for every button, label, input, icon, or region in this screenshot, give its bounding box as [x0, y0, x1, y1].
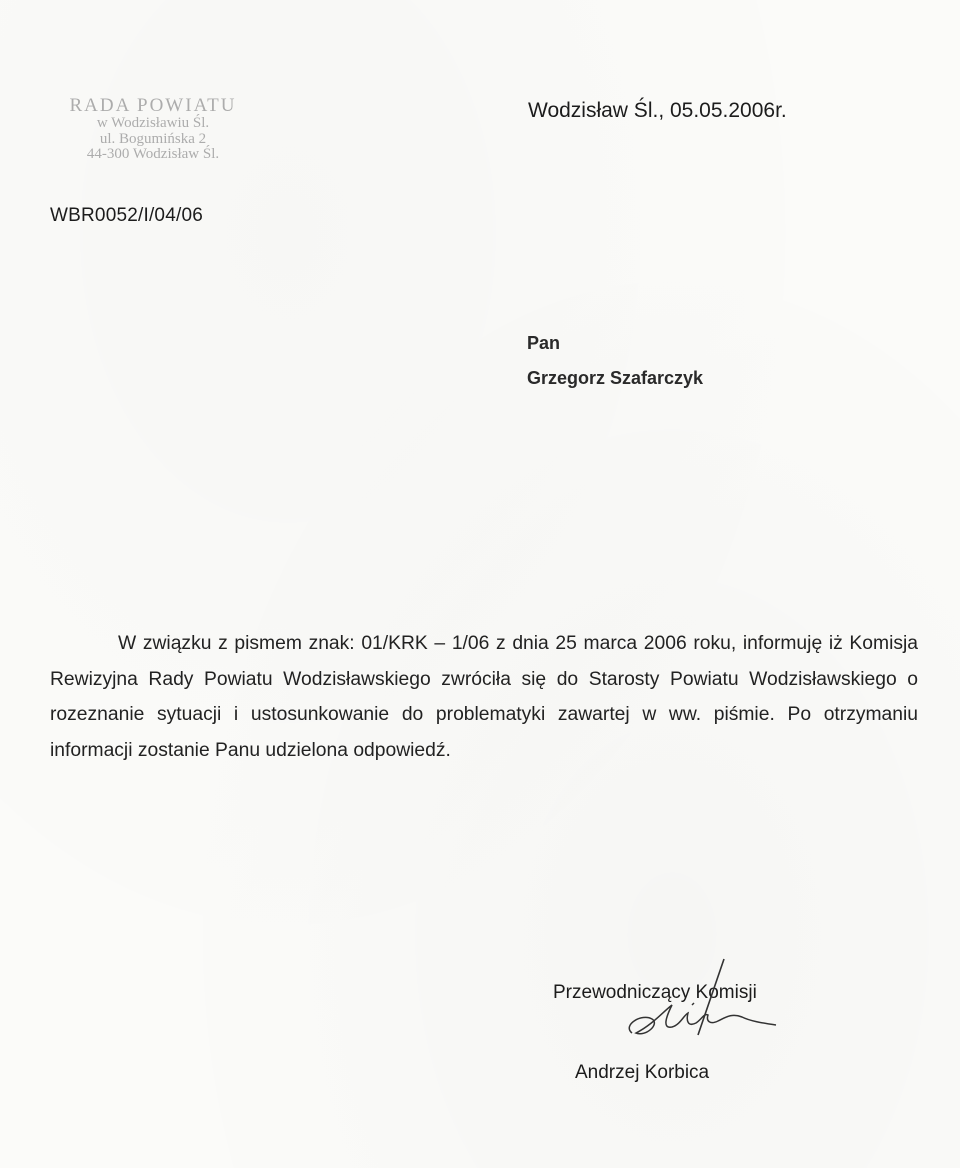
addressee-name: Grzegorz Szafarczyk [527, 368, 704, 388]
signatory-name: Andrzej Korbica [575, 1062, 710, 1083]
stamp-line-4: 44-300 Wodzisław Śl. [86, 146, 220, 163]
stamp-line-1: RADA POWIATU [69, 95, 237, 116]
stamp-line-2: w Wodzisławiu Śl. [96, 114, 210, 131]
addressee-salutation: Pan [527, 333, 561, 353]
council-stamp [38, 96, 268, 163]
signatory-title: Przewodniczący Komisji [553, 982, 757, 1003]
reference-number: WBR0052/I/04/06 [50, 205, 203, 226]
addressee-block [527, 326, 703, 396]
place-and-date: Wodzisław Śl., 05.05.2006r. [528, 99, 787, 122]
handwritten-signature [612, 955, 787, 1050]
letter-body: W związku z pismem znak: 01/KRK – 1/06 z dnia 25 marca 2006 roku, informuję iż Komisja Rewizyjna Rady Powiatu Wodzisławskiego zwróciła się do Starosty Powiatu Wodzisławskiego o rozeznanie sytuacji i ustosunkowanie do problematyki zawartej w ww. piśmie. Po otrzymaniu informacji zostanie Panu udzielona odpowiedź. [50, 633, 918, 761]
stamp-line-3: ul. Bogumińska 2 [99, 130, 207, 147]
